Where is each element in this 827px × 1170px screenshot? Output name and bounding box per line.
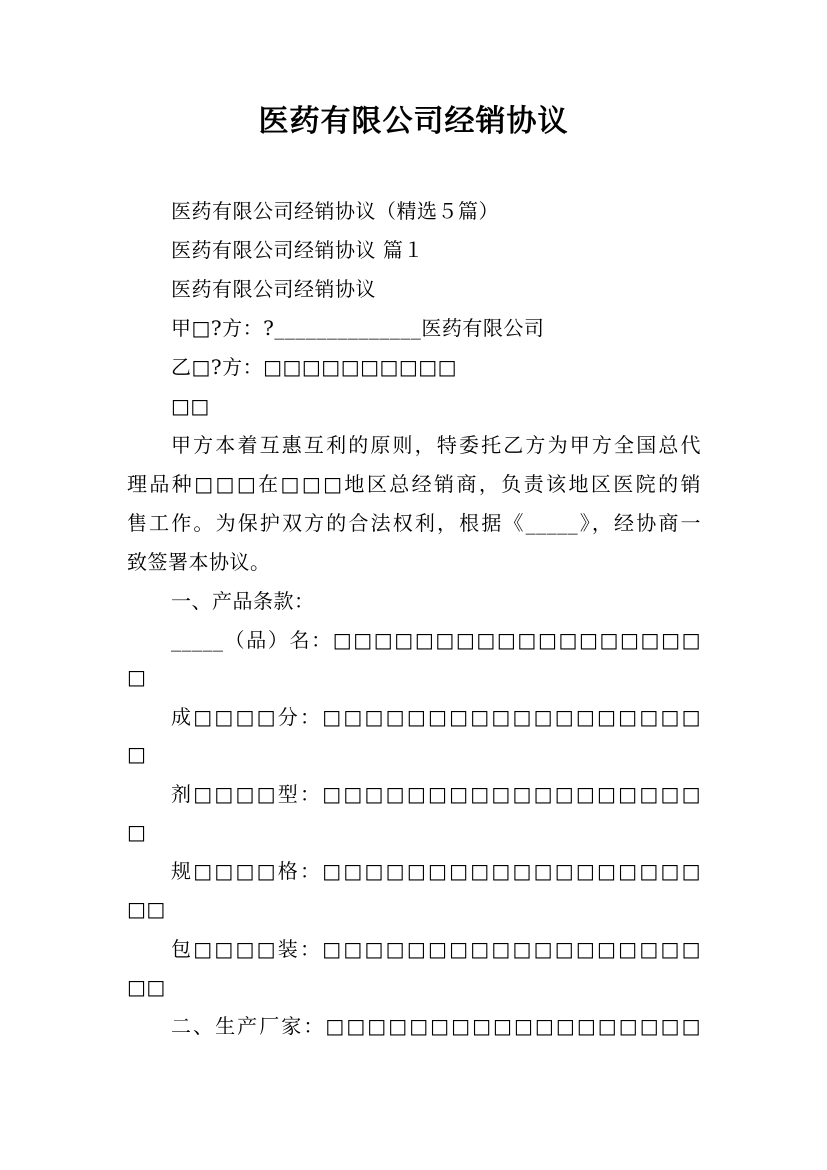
ingredient-line: 成□□□□分：□□□□□□□□□□□□□□□□□□ bbox=[171, 705, 701, 729]
dosage-form-continuation: □ bbox=[127, 820, 147, 844]
dosage-form-line: 剂□□□□型：□□□□□□□□□□□□□□□□□□ bbox=[171, 782, 701, 806]
intro-paragraph-line-3: 售工作。为保护双方的合法权利，根据《_____》，经协商一 bbox=[127, 511, 701, 535]
agreement-name: 医药有限公司经销协议 bbox=[171, 277, 376, 301]
packaging-continuation: □□ bbox=[127, 975, 166, 999]
blank-line: □□ bbox=[171, 394, 210, 418]
packaging-line: 包□□□□装：□□□□□□□□□□□□□□□□□□ bbox=[171, 937, 701, 961]
article-heading: 医药有限公司经销协议 篇１ bbox=[171, 238, 424, 262]
product-name-continuation: □ bbox=[127, 665, 147, 689]
specification-continuation: □□ bbox=[127, 897, 166, 921]
section-1-heading: 一、产品条款： bbox=[171, 589, 315, 613]
party-a-line: 甲□?方：?______________医药有限公司 bbox=[171, 316, 545, 340]
party-b-line: 乙□?方：□□□□□□□□□□ bbox=[171, 355, 458, 379]
document-subtitle: 医药有限公司经销协议（精选５篇） bbox=[171, 199, 499, 223]
document-title: 医药有限公司经销协议 bbox=[258, 104, 569, 139]
ingredient-continuation: □ bbox=[127, 742, 147, 766]
intro-paragraph-line-1: 甲方本着互惠互利的原则，特委托乙方为甲方全国总代 bbox=[171, 433, 701, 457]
intro-paragraph-line-2: 理品种□□□在□□□地区总经销商，负责该地区医院的销 bbox=[127, 472, 701, 496]
section-2-heading: 二、生产厂家：□□□□□□□□□□□□□□□□□□ bbox=[171, 1014, 701, 1038]
intro-paragraph-line-4: 致签署本协议。 bbox=[127, 550, 271, 574]
specification-line: 规□□□□格：□□□□□□□□□□□□□□□□□□ bbox=[171, 859, 701, 883]
product-name-line: _____（品）名：□□□□□□□□□□□□□□□□□□ bbox=[171, 628, 701, 652]
